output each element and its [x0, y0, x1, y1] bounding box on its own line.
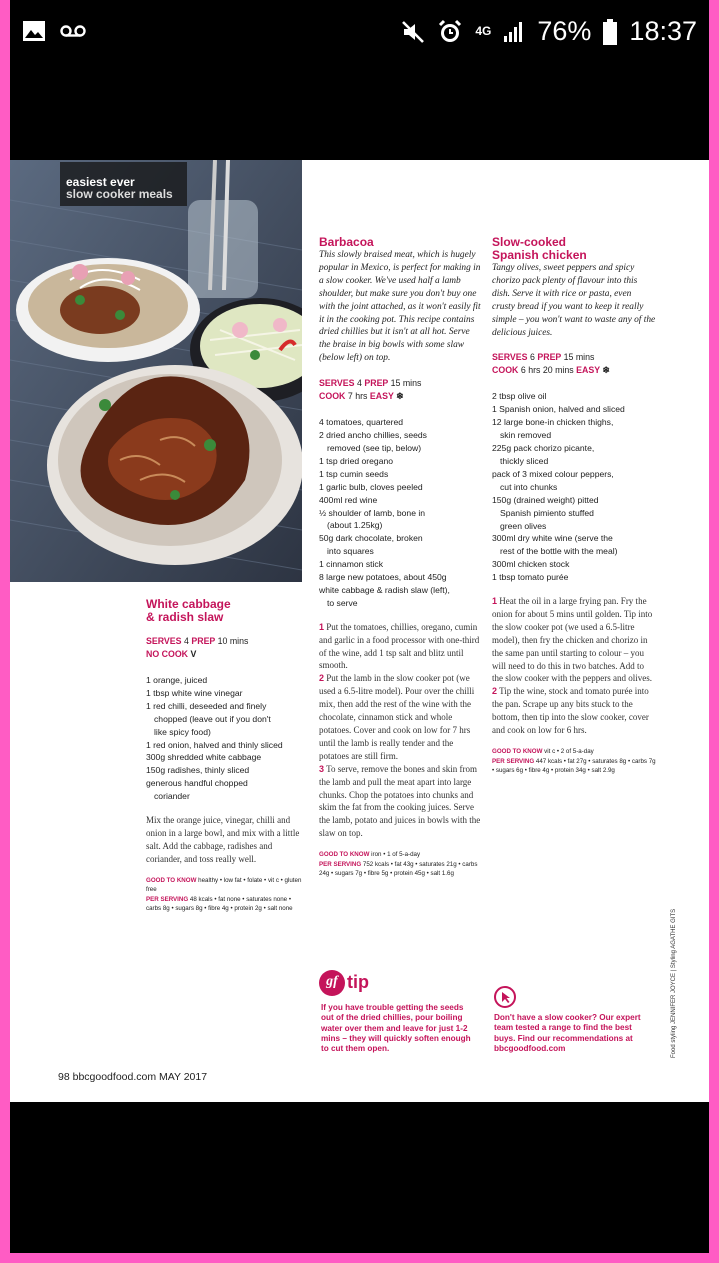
image-icon — [22, 20, 46, 42]
phone-screen — [10, 0, 709, 1253]
prep-label: PREP — [537, 352, 562, 363]
battery-icon — [603, 19, 617, 45]
ingredient: white cabbage & radish slaw (left), — [319, 584, 450, 595]
step-number: 2 — [319, 673, 325, 684]
clock: 18:37 — [629, 16, 697, 46]
status-bar — [10, 0, 709, 68]
prep-value: 10 mins — [217, 636, 249, 646]
photo-credit — [668, 880, 678, 1060]
ingredient: removed (see tip, below) — [327, 442, 422, 453]
ingredient: pack of 3 mixed colour peppers, — [492, 468, 614, 479]
barbacoa-title: Barbacoa — [319, 235, 374, 249]
prep-label: PREP — [191, 636, 216, 646]
battery-percent: 76% — [537, 16, 592, 46]
ingredient: skin removed — [500, 430, 552, 441]
barbacoa-ingredients — [319, 416, 481, 610]
slaw-ingredients — [146, 674, 306, 803]
ingredient: 150g (drained weight) pitted — [492, 494, 599, 505]
ingredient: ½ shoulder of lamb, bone in — [319, 507, 426, 518]
ingredient: 1 tbsp white wine vinegar — [146, 687, 243, 698]
ingredient: 8 large new potatoes, about 450g — [319, 572, 447, 583]
cook-label: COOK — [492, 365, 519, 376]
series-badge — [60, 162, 187, 206]
network-type: 4G — [475, 24, 492, 38]
barbacoa-cook — [319, 390, 481, 403]
ingredient: like spicy food) — [154, 726, 211, 737]
barbacoa-nutrition — [319, 850, 481, 879]
ingredient: rest of the bottle with the meal) — [500, 546, 618, 557]
ingredient: 1 orange, juiced — [146, 675, 208, 685]
good-to-know: vit c • 2 of 5-a-day — [544, 748, 594, 755]
slaw-title-2: & radish slaw — [146, 610, 224, 624]
per-serving: 48 kcals • fat none • saturates none • carbs 8g • sugars 8g • fibre 4g • protein 2g • salt none — [146, 895, 293, 913]
per-serving: 447 kcals • fat 27g • saturates 8g • carbs 7g • sugars 6g • fibre 4g • protein 34g • salt 2.9g — [492, 757, 656, 774]
slaw-meta — [146, 635, 306, 648]
ingredient: coriander — [154, 791, 190, 802]
tip-label: tip — [347, 972, 369, 992]
ingredient: 1 tsp cumin seeds — [319, 468, 389, 479]
chicken-cook — [492, 364, 656, 377]
mute-icon — [401, 20, 425, 44]
ingredient: 1 garlic bulb, cloves peeled — [319, 481, 423, 492]
step-text: Heat the oil in a large frying pan. Fry the onion for about 5 mins until golden. Tip into the slow cooker pot (we used a 6.5-litre model), then fry the chicken and chorizo in the same pan until starting to colour – you will need to do this in two batches. Add to the slow cooker with the peppers and olives. — [492, 596, 653, 684]
ingredient: 300g shredded white cabbage — [146, 752, 262, 763]
serves-label: SERVES — [319, 378, 355, 389]
gf-logo-icon: gf — [319, 970, 345, 996]
barbacoa-recipe — [319, 236, 481, 879]
step-number: 2 — [492, 686, 498, 697]
serves-label: SERVES — [146, 636, 182, 646]
alarm-icon — [437, 19, 463, 45]
ingredient: chopped (leave out if you don't — [154, 713, 271, 724]
ingredient: 2 dried ancho chillies, seeds — [319, 430, 427, 441]
slaw-method: Mix the orange juice, vinegar, chilli and onion in a large bowl, and mix with a little salt. Add the cabbage, radishes and coriander, and toss really well. — [146, 815, 300, 864]
serves-label: SERVES — [492, 352, 528, 363]
difficulty: EASY — [576, 365, 600, 376]
chicken-ingredients — [492, 390, 656, 584]
page-footer — [58, 1071, 207, 1083]
chicken-meta — [492, 351, 656, 364]
site-name: bbcgoodfood.com — [72, 1071, 157, 1083]
prep-label: PREP — [364, 378, 389, 389]
ingredient: 150g radishes, thinly sliced — [146, 765, 250, 776]
per-serving-label: PER SERVING — [319, 860, 362, 868]
step-number: 3 — [319, 763, 325, 774]
ingredient: cut into chunks — [500, 481, 558, 492]
ingredient: 1 red onion, halved and thinly sliced — [146, 739, 283, 750]
promo-text: Don't have a slow cooker? Our expert team tested a range to find the best buys. Find our recommendations at bbcgoodfood.com — [494, 1013, 641, 1053]
ingredient: 4 tomatoes, quartered — [319, 417, 404, 428]
step-number: 1 — [319, 621, 325, 632]
gf-tip-header — [319, 970, 379, 998]
ingredient: 12 large bone-in chicken thighs, — [492, 417, 614, 428]
ingredient: thickly sliced — [500, 455, 549, 466]
slaw-title-1: White cabbage — [146, 597, 231, 611]
cook-value: 7 hrs — [347, 391, 368, 402]
chicken-intro: Tangy olives, sweet peppers and spicy chorizo pack plenty of flavour into this dish. Serve it with rice or pasta, even crusty bread if you want to keep it really simple – you won't want to waste any of the delicious juices. — [492, 263, 656, 338]
ingredient: 300ml chicken stock — [492, 559, 570, 570]
serves-value: 6 — [529, 352, 535, 363]
pointer-icon — [494, 986, 516, 1008]
barbacoa-meta — [319, 377, 481, 390]
chicken-title-2: Spanish chicken — [492, 248, 587, 262]
ingredient: 300ml dry white wine (serve the — [492, 533, 613, 544]
good-to-know-label: GOOD TO KNOW — [146, 876, 197, 884]
food-photo — [10, 160, 302, 582]
ingredient: Spanish pimiento stuffed — [500, 507, 594, 518]
serves-value: 4 — [356, 378, 362, 389]
barbacoa-intro: This slowly braised meat, which is hugely popular in Mexico, is perfect for making in a slow cooker. We've used half a lamb shoulder, but make sure you don't buy one with the joint attached, as it won't easily fit it in the cooking pot. This recipe contains dried chillies but it isn't at all hot. Serve the braise in big bowls with some slaw (below left) on top. — [319, 250, 481, 364]
snowflake-icon: ❄ — [396, 391, 404, 402]
ingredient: 1 Spanish onion, halved and sliced — [492, 404, 625, 415]
badge-line-1: easiest ever — [66, 175, 135, 189]
good-to-know: healthy • low fat • folate • vit c • gluten free — [146, 876, 302, 894]
ingredient: 1 red chilli, deseeded and finely — [146, 700, 267, 711]
page-number: 98 — [58, 1071, 70, 1083]
slaw-recipe — [146, 598, 306, 914]
chicken-recipe — [492, 236, 656, 776]
ingredient: (about 1.25kg) — [327, 520, 383, 531]
step-text: To serve, remove the bones and skin from the lamb and pull the meat apart into large chunks. Chop the potatoes into chunks and skim the fat from the cooking juices. Serve the lamb, potato and juices in bowls with the slaw on top. — [319, 763, 481, 839]
gf-tip-text: If you have trouble getting the seeds out of the dried chillies, pour boiling water over them and leave for just 1-2 mins – they will quickly soften enough to cut them open. — [321, 1003, 471, 1054]
cook-label: COOK — [319, 391, 346, 402]
prep-value: 15 mins — [563, 352, 595, 363]
prep-value: 15 mins — [390, 378, 422, 389]
signal-icon — [503, 21, 525, 43]
chicken-nutrition — [492, 747, 656, 776]
issue-date: MAY 2017 — [159, 1071, 208, 1083]
good-to-know-label: GOOD TO KNOW — [319, 851, 370, 859]
ingredient: 50g dark chocolate, broken — [319, 533, 423, 544]
badge-line-2: slow cooker meals — [66, 187, 173, 201]
magazine-page — [10, 160, 709, 1102]
chicken-method — [492, 595, 656, 737]
difficulty: EASY — [369, 391, 394, 402]
good-to-know: iron • 1 of 5-a-day — [371, 851, 421, 859]
ingredient: into squares — [327, 546, 374, 557]
per-serving-label: PER SERVING — [492, 757, 535, 765]
ingredient: 1 tbsp tomato purée — [492, 572, 569, 583]
chicken-title-1: Slow-cooked — [492, 235, 567, 249]
vegetarian-mark: V — [190, 649, 197, 659]
slaw-nutrition — [146, 876, 306, 914]
cook-value: 6 hrs 20 mins — [520, 365, 574, 376]
slaw-cook — [146, 648, 306, 661]
step-number: 1 — [492, 596, 498, 607]
credit-text: Food styling JENNIFER JOYCE | Styling AGATHE GITS — [671, 908, 677, 1058]
barbacoa-method — [319, 621, 481, 840]
ingredient: 400ml red wine — [319, 494, 378, 505]
ingredient: 1 tsp dried oregano — [319, 455, 394, 466]
ingredient: 2 tbsp olive oil — [492, 391, 547, 402]
ingredient: 1 cinnamon stick — [319, 559, 384, 570]
snowflake-icon: ❄ — [602, 365, 610, 376]
serves-value: 4 — [183, 636, 189, 646]
ingredient: green olives — [500, 520, 547, 531]
cook-value: NO COOK — [146, 649, 189, 659]
step-text: Tip the wine, stock and tomato purée into the pan. Scrape up any bits stuck to the bottom, then tip into the slow cooker, cover and cook on low for 6 hrs. — [492, 686, 649, 736]
per-serving-label: PER SERVING — [146, 895, 189, 903]
ingredient: 225g pack chorizo picante, — [492, 443, 595, 454]
ingredient: generous handful chopped — [146, 778, 248, 789]
good-to-know-label: GOOD TO KNOW — [492, 748, 543, 755]
step-text: Put the tomatoes, chillies, oregano, cumin and garlic in a food processor with one-third of the wine, add 1 tsp salt and blitz until smooth. — [319, 621, 480, 671]
step-text: Put the lamb in the slow cooker pot (we used a 6.5-litre model). Pour over the chilli mix, then add the rest of the wine with the chocolate, cinnamon stick and whole potatoes. Cover and cook on low for 7 hrs until the lamb is really tender and the potatoes are still firm. — [319, 673, 475, 761]
ingredient: to serve — [327, 597, 358, 608]
per-serving: 752 kcals • fat 43g • saturates 21g • carbs 24g • sugars 7g • fibre 5g • protein 45g • salt 1.6g — [319, 860, 478, 878]
voicemail-icon — [60, 24, 86, 38]
